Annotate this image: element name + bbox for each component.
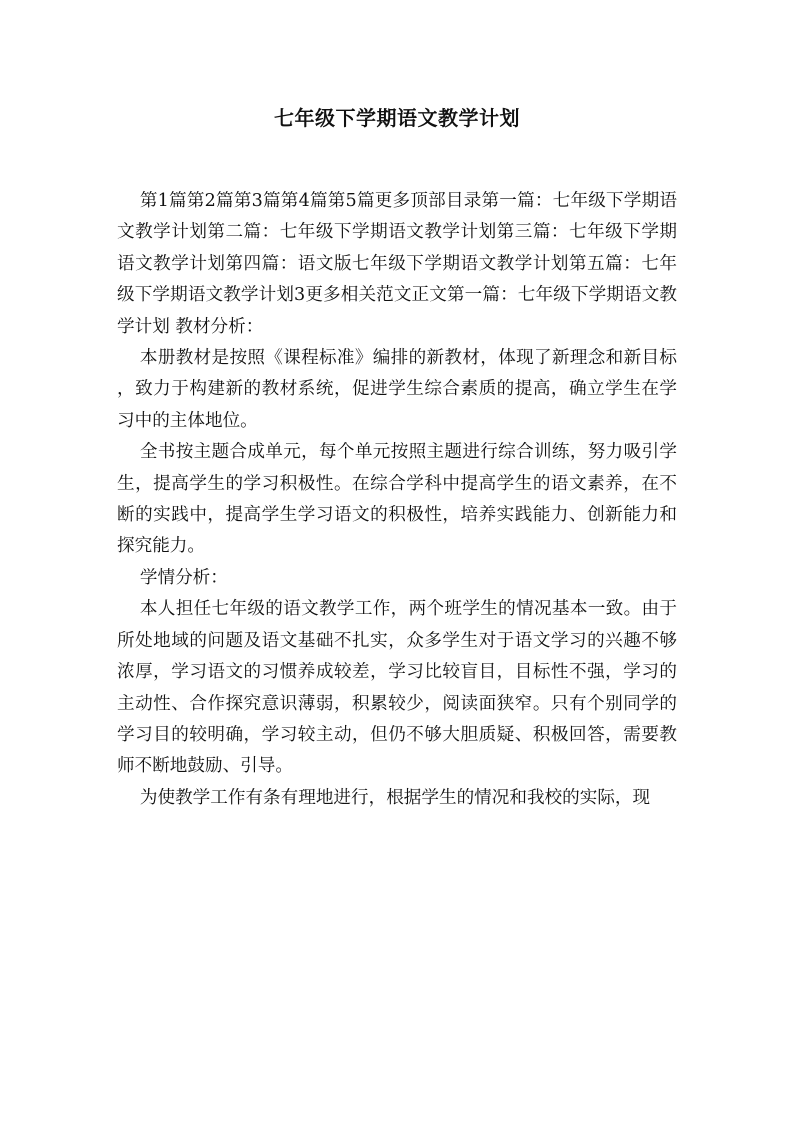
document-body — [117, 186, 677, 814]
teaching-plan-paragraph: 为使教学工作有条有理地进行，根据学生的情况和我校的实际，现 — [139, 787, 651, 808]
student-analysis-heading: 学情分析： — [139, 567, 228, 588]
student-analysis-paragraph: 本人担任七年级的语文教学工作，两个班学生的情况基本一致。由于所处地域的问题及语文基础不扎实，众多学生对于语文学习的兴趣不够浓厚，学习语文的习惯养成较差，学习比较盲目，目标性不强，学习的主动性、合作探究意识薄弱，积累较少，阅读面狭窄。只有个别同学的学习目的较明确，学习较主动，但仍不够大胆质疑、积极回答，需要教师不断地鼓励、引导。 — [117, 599, 677, 777]
table-of-contents-paragraph: 第1篇第2篇第3篇第4篇第5篇更多顶部目录第一篇：七年级下学期语文教学计划第二篇：七年级下学期语文教学计划第三篇：七年级下学期语文教学计划第四篇：语文版七年级下学期语文教学计划第五篇：七年级下学期语文教学计划3更多相关范文正文第一篇：七年级下学期语文教学计划 教材分析： — [117, 191, 677, 337]
textbook-analysis-paragraph-2: 全书按主题合成单元，每个单元按照主题进行综合训练，努力吸引学生，提高学生的学习积极性。在综合学科中提高学生的语文素养，在不断的实践中，提高学生学习语文的积极性，培养实践能力、创新能力和探究能力。 — [117, 442, 677, 557]
document-title: 七年级下学期语文教学计划 — [274, 106, 520, 130]
textbook-analysis-paragraph-1: 本册教材是按照《课程标准》编排的新教材，体现了新理念和新目标，致力于构建新的教材系统，促进学生综合素质的提高，确立学生在学习中的主体地位。 — [117, 348, 677, 431]
